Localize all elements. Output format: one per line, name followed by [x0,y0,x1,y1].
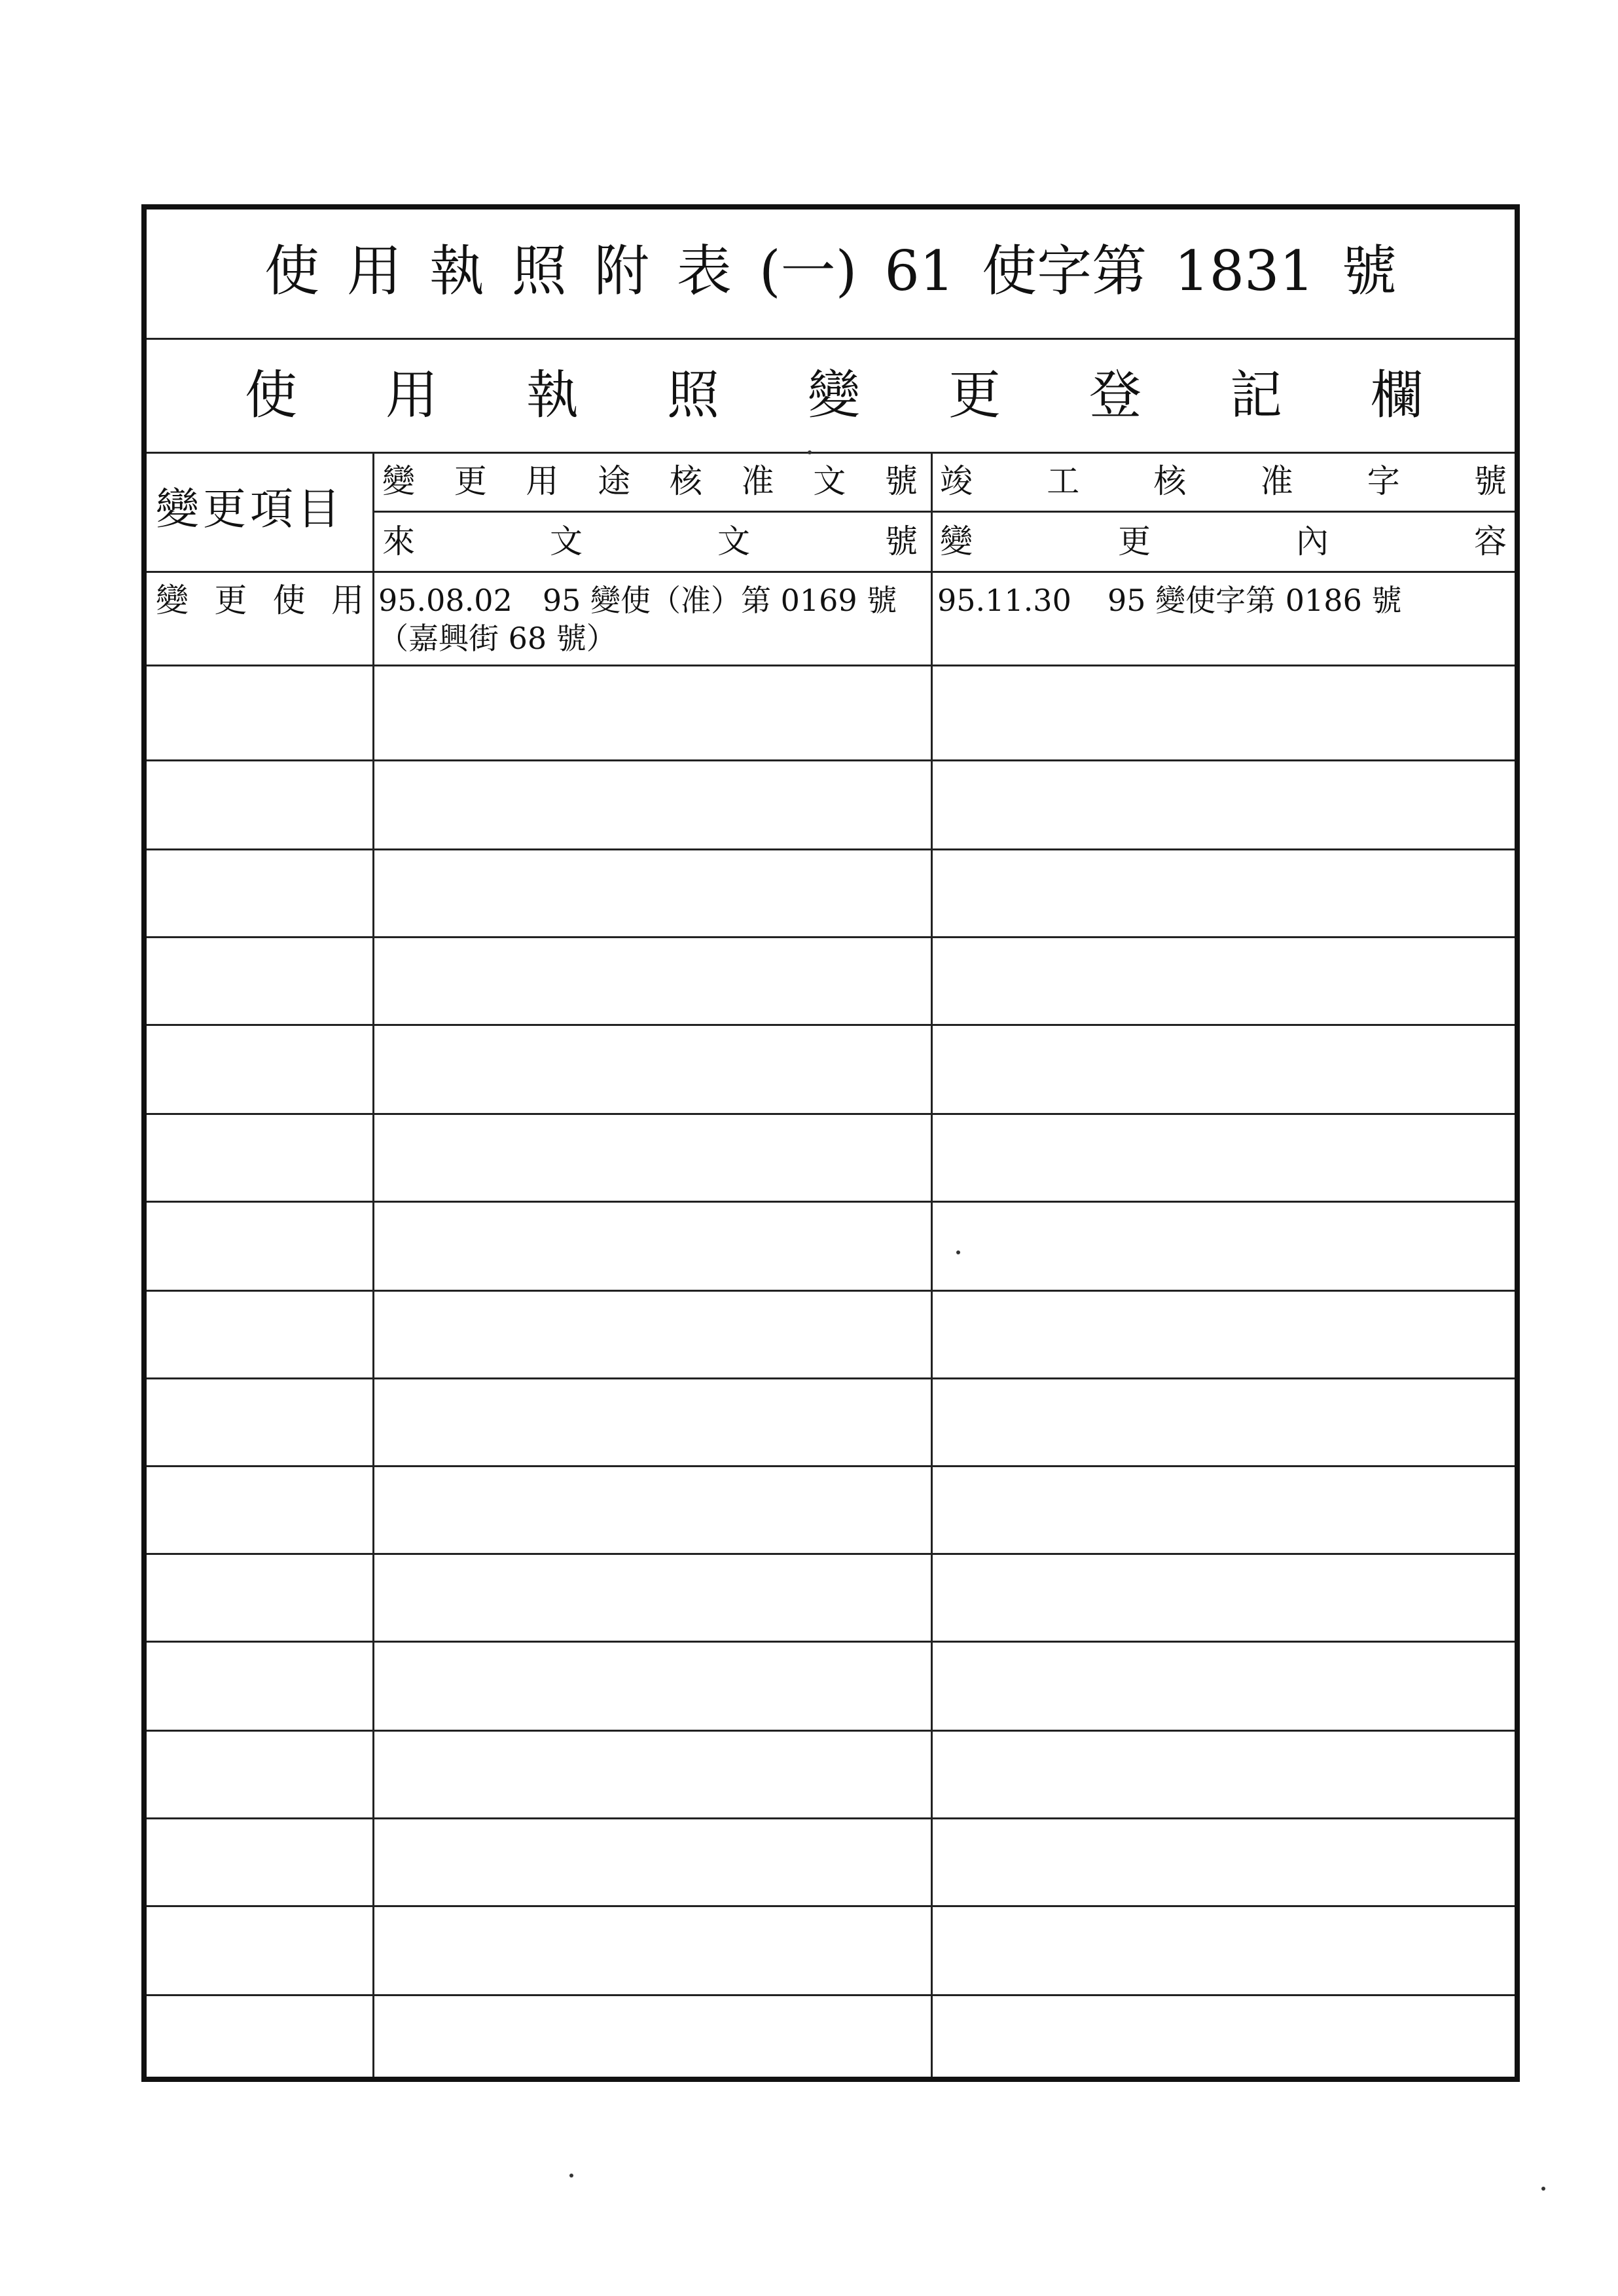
row-1-completion-date: 95.11.30 [937,583,1071,618]
header-char: 核 [1153,462,1187,500]
rule-under-header [147,571,1515,573]
header-char: 號 [1473,462,1507,500]
header-char: 途 [598,462,631,500]
row-rule [147,1377,1515,1379]
row-rule [147,936,1515,938]
rule-header-middle [372,511,1515,513]
header-change-content [940,522,1507,560]
row-rule [147,1201,1515,1203]
header-change-item: 變更項目 [156,484,344,534]
header-char: 竣 [940,462,973,500]
row-rule [147,1553,1515,1555]
scan-speck [808,450,812,454]
header-char: 更 [454,462,487,500]
subtitle-char: 記 [1230,365,1282,426]
row-rule [147,1641,1515,1643]
title-char: 照 [511,239,567,303]
row-1-change-item [156,581,364,619]
column-rule-middle [931,452,933,2077]
rule-under-title [147,338,1515,340]
header-char: 變 [940,522,973,560]
row-rule [147,1113,1515,1115]
subtitle-char: 用 [386,365,438,426]
row-rule [147,665,1515,666]
scan-speck [1541,2187,1545,2191]
row-1-address: （嘉興街 68 號） [378,621,617,656]
title-char: 表 [676,239,732,303]
header-completion-number [940,462,1507,500]
subtitle-char: 使 [245,365,297,426]
title-char: 使 [264,239,320,303]
title-char: 使字第 [982,239,1147,303]
row-rule [147,759,1515,761]
header-char: 容 [1474,522,1507,560]
header-char: 文 [717,522,750,560]
row-rule [147,1994,1515,1996]
change-register-title [245,365,1423,426]
row-item-char: 使 [272,581,306,619]
row-rule [147,1024,1515,1026]
row-rule [147,1905,1515,1907]
row-rule [147,1290,1515,1292]
header-char: 更 [1118,522,1151,560]
header-char: 內 [1296,522,1329,560]
subtitle-char: 更 [948,365,1001,426]
title-char: 號 [1341,239,1397,303]
subtitle-char: 變 [808,365,860,426]
row-item-char: 更 [214,581,247,619]
subtitle-char: 欄 [1371,365,1423,426]
header-char: 用 [526,462,559,500]
row-item-char: 變 [156,581,189,619]
header-char: 准 [1260,462,1293,500]
scan-speck [956,1250,960,1254]
rule-under-subtitle [147,452,1515,454]
usage-license-form [141,204,1520,2082]
title-char: 61 [884,239,955,303]
scan-speck [569,2174,573,2178]
title-char: 1831 [1174,239,1314,303]
row-1-approval-doc: 95.08.02 95 變使（准）第 0169 號 [378,583,897,618]
title-char: 附 [594,239,649,303]
header-char: 核 [669,462,702,500]
header-char: 號 [884,462,918,500]
title-char: (一) [759,239,857,303]
header-incoming-number [382,522,918,560]
row-item-char: 用 [331,581,364,619]
header-char: 文 [550,522,583,560]
row-1-completion-number: 95 變使字第 0186 號 [1107,583,1402,618]
row-rule [147,1817,1515,1819]
header-char: 工 [1047,462,1080,500]
row-rule [147,848,1515,850]
header-approval-number [382,462,918,500]
header-char: 變 [382,462,415,500]
header-char: 號 [885,522,918,560]
title-char: 執 [429,239,484,303]
title-char: 用 [346,239,402,303]
subtitle-char: 執 [526,365,579,426]
header-char: 准 [741,462,774,500]
subtitle-char: 照 [667,365,719,426]
subtitle-char: 登 [1089,365,1142,426]
header-char: 字 [1367,462,1400,500]
license-title [264,239,1397,303]
header-char: 來 [382,522,415,560]
header-char: 文 [813,462,846,500]
row-rule [147,1465,1515,1467]
column-rule-item [372,452,374,2077]
row-rule [147,1730,1515,1732]
